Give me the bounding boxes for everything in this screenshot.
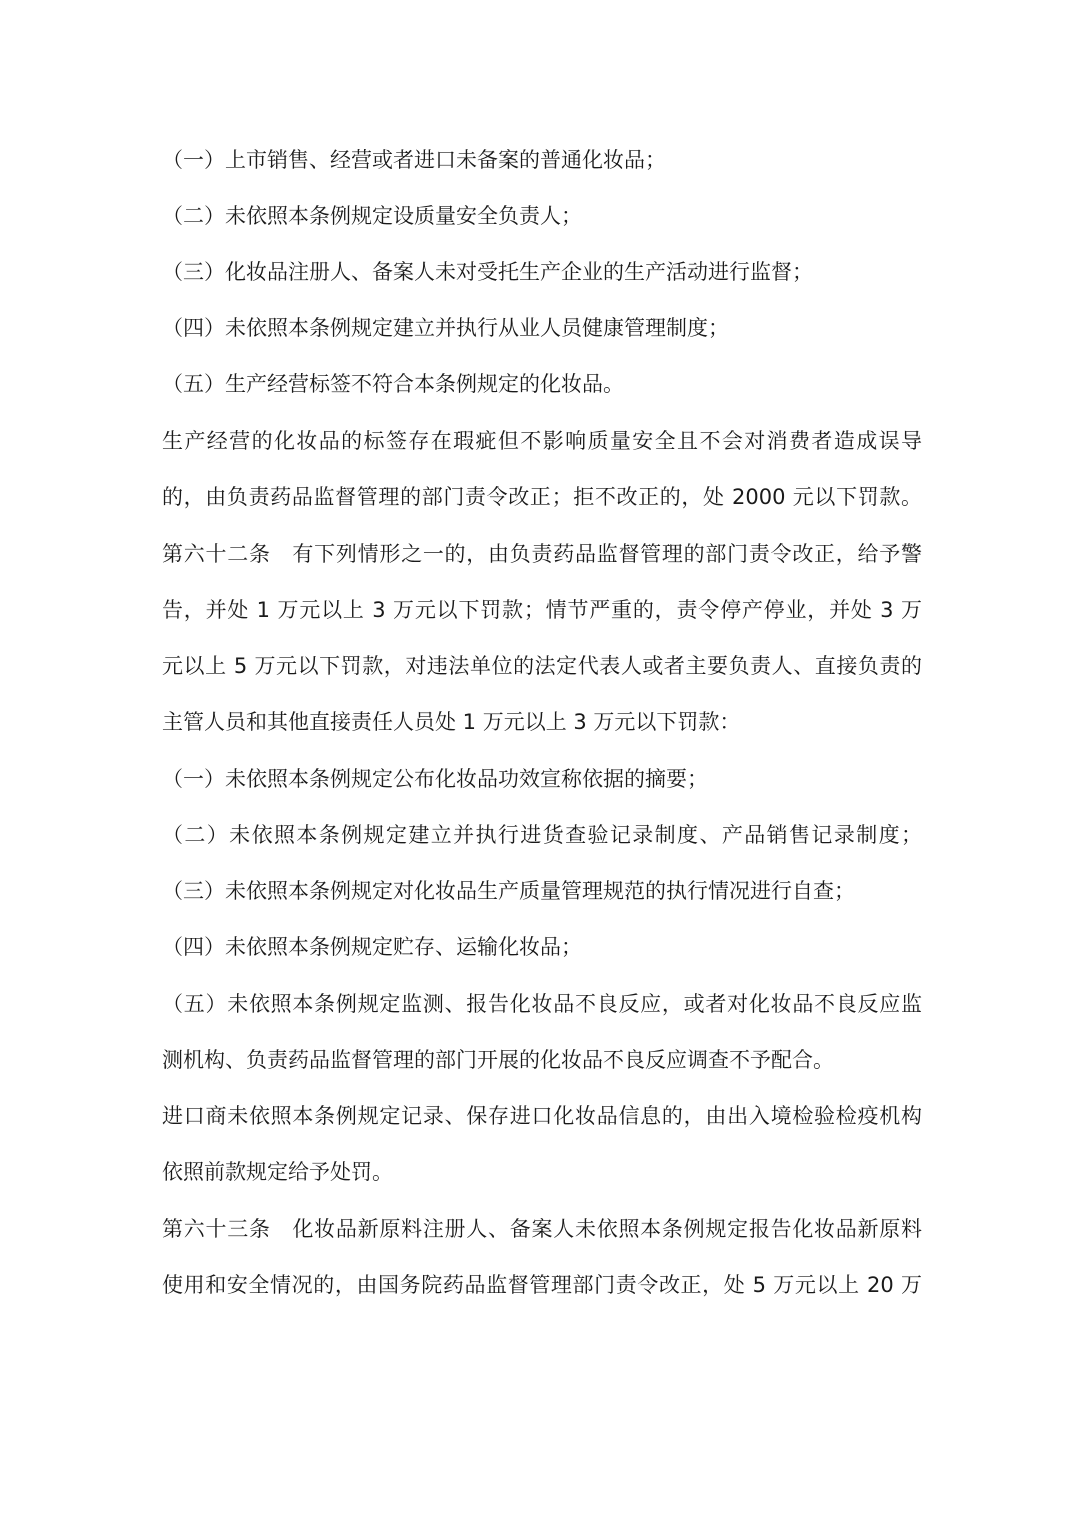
text-line-item-3: （三）化妆品注册人、备案人未对受托生产企业的生产活动进行监督； [162,260,813,284]
paragraph-line: 进口商未依照本条例规定记录、保存进口化妆品信息的，由出入境检验检疫机构 [162,1104,922,1128]
text-line-item-5: （五）生产经营标签不符合本条例规定的化妆品。 [162,372,624,396]
text-line-item-1: （一）未依照本条例规定公布化妆品功效宣称依据的摘要； [162,767,708,791]
article-62-line: 主管人员和其他直接责任人员处 1 万元以上 3 万元以下罚款： [162,710,741,734]
text-line-item-5-cont: 测机构、负责药品监督管理的部门开展的化妆品不良反应调查不予配合。 [162,1048,834,1072]
text-line-item-3: （三）未依照本条例规定对化妆品生产质量管理规范的执行情况进行自查； [162,879,855,903]
text-line-item-2: （二）未依照本条例规定建立并执行进货查验记录制度、产品销售记录制度； [162,823,922,847]
paragraph-line: 生产经营的化妆品的标签存在瑕疵但不影响质量安全且不会对消费者造成误导 [162,429,922,453]
article-63-line: 第六十三条 化妆品新原料注册人、备案人未依照本条例规定报告化妆品新原料 [162,1217,922,1241]
text-line-item-4: （四）未依照本条例规定建立并执行从业人员健康管理制度； [162,316,729,340]
text-line-item-4: （四）未依照本条例规定贮存、运输化妆品； [162,935,582,959]
paragraph-line: 依照前款规定给予处罚。 [162,1160,393,1184]
article-62-line: 告，并处 1 万元以上 3 万元以下罚款；情节严重的，责令停产停业，并处 3 万 [162,598,922,622]
article-62-line: 元以上 5 万元以下罚款，对违法单位的法定代表人或者主要负责人、直接负责的 [162,654,922,678]
paragraph-line: 的，由负责药品监督管理的部门责令改正；拒不改正的，处 2000 元以下罚款。 [162,485,922,509]
text-line-item-5: （五）未依照本条例规定监测、报告化妆品不良反应，或者对化妆品不良反应监 [162,992,922,1016]
text-line-item-1: （一）上市销售、经营或者进口未备案的普通化妆品； [162,148,666,172]
article-62-line: 第六十二条 有下列情形之一的，由负责药品监督管理的部门责令改正，给予警 [162,542,922,566]
article-63-line: 使用和安全情况的，由国务院药品监督管理部门责令改正，处 5 万元以上 20 万 [162,1273,922,1297]
text-line-item-2: （二）未依照本条例规定设质量安全负责人； [162,204,582,228]
